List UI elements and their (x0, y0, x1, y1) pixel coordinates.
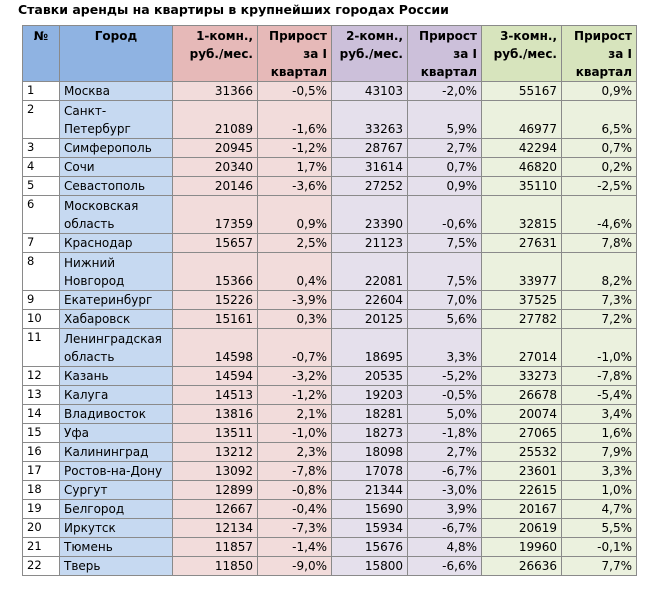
price-1room: 15226 (173, 291, 258, 310)
price-2room: 27252 (332, 177, 408, 196)
price-1room: 11857 (173, 538, 258, 557)
growth-3room: -7,8% (562, 367, 637, 386)
price-3room: 33977 (482, 253, 562, 291)
row-number: 9 (23, 291, 60, 310)
row-number: 18 (23, 481, 60, 500)
price-1room: 12134 (173, 519, 258, 538)
page-title: Ставки аренды на квартиры в крупнейших городах России (18, 2, 449, 17)
table-row (23, 367, 637, 386)
row-number: 8 (23, 253, 60, 291)
city-name: Ростов-на-Дону (60, 462, 173, 481)
price-3room: 27065 (482, 424, 562, 443)
growth-3room: 1,6% (562, 424, 637, 443)
city-name: Краснодар (60, 234, 173, 253)
header-3room-growth: Прирост за I квартал (562, 26, 637, 82)
rent-table (22, 25, 637, 576)
table-row (23, 253, 637, 291)
growth-1room: -7,3% (258, 519, 332, 538)
row-number: 12 (23, 367, 60, 386)
growth-2room: 3,3% (408, 329, 482, 367)
city-name: Московская область (60, 196, 173, 234)
table-row (23, 557, 637, 576)
table-row (23, 158, 637, 177)
growth-3room: 5,5% (562, 519, 637, 538)
growth-1room: -0,8% (258, 481, 332, 500)
price-3room: 35110 (482, 177, 562, 196)
growth-1room: 0,3% (258, 310, 332, 329)
price-2room: 28767 (332, 139, 408, 158)
growth-3room: 8,2% (562, 253, 637, 291)
city-name: Иркутск (60, 519, 173, 538)
row-number: 3 (23, 139, 60, 158)
growth-3room: 0,2% (562, 158, 637, 177)
growth-3room: 0,9% (562, 82, 637, 101)
header-num: № (23, 26, 60, 82)
price-3room: 20619 (482, 519, 562, 538)
price-2room: 15690 (332, 500, 408, 519)
city-name: Москва (60, 82, 173, 101)
table-row (23, 443, 637, 462)
price-3room: 27014 (482, 329, 562, 367)
growth-3room: 7,7% (562, 557, 637, 576)
price-3room: 26636 (482, 557, 562, 576)
table-row (23, 519, 637, 538)
price-2room: 31614 (332, 158, 408, 177)
price-1room: 14594 (173, 367, 258, 386)
price-1room: 15657 (173, 234, 258, 253)
price-1room: 20340 (173, 158, 258, 177)
price-3room: 46977 (482, 101, 562, 139)
growth-1room: -9,0% (258, 557, 332, 576)
growth-3room: 7,2% (562, 310, 637, 329)
growth-2room: 2,7% (408, 443, 482, 462)
city-name: Симферополь (60, 139, 173, 158)
city-name: Хабаровск (60, 310, 173, 329)
growth-2room: -3,0% (408, 481, 482, 500)
price-1room: 15161 (173, 310, 258, 329)
growth-3room: -0,1% (562, 538, 637, 557)
growth-2room: 0,7% (408, 158, 482, 177)
growth-1room: -1,2% (258, 386, 332, 405)
table-row (23, 234, 637, 253)
price-1room: 15366 (173, 253, 258, 291)
row-number: 13 (23, 386, 60, 405)
header-2room-price: 2-комн., руб./мес. (332, 26, 408, 82)
price-3room: 25532 (482, 443, 562, 462)
price-3room: 37525 (482, 291, 562, 310)
growth-1room: 1,7% (258, 158, 332, 177)
header-1room-price: 1-комн., руб./мес. (173, 26, 258, 82)
table-row (23, 481, 637, 500)
growth-1room: 2,5% (258, 234, 332, 253)
city-name: Нижний Новгород (60, 253, 173, 291)
growth-3room: -2,5% (562, 177, 637, 196)
price-1room: 12667 (173, 500, 258, 519)
price-2room: 21123 (332, 234, 408, 253)
growth-3room: 4,7% (562, 500, 637, 519)
price-1room: 20146 (173, 177, 258, 196)
city-name: Тверь (60, 557, 173, 576)
growth-1room: -0,7% (258, 329, 332, 367)
table-row (23, 462, 637, 481)
growth-2room: -5,2% (408, 367, 482, 386)
price-1room: 11850 (173, 557, 258, 576)
growth-1room: -0,5% (258, 82, 332, 101)
growth-3room: 1,0% (562, 481, 637, 500)
growth-1room: -3,9% (258, 291, 332, 310)
price-1room: 31366 (173, 82, 258, 101)
price-3room: 20167 (482, 500, 562, 519)
price-1room: 13816 (173, 405, 258, 424)
growth-3room: 7,8% (562, 234, 637, 253)
table-row (23, 291, 637, 310)
price-2room: 20535 (332, 367, 408, 386)
growth-3room: 7,3% (562, 291, 637, 310)
row-number: 10 (23, 310, 60, 329)
city-name: Сургут (60, 481, 173, 500)
growth-3room: 3,3% (562, 462, 637, 481)
price-3room: 22615 (482, 481, 562, 500)
price-3room: 55167 (482, 82, 562, 101)
growth-2room: -0,6% (408, 196, 482, 234)
price-2room: 23390 (332, 196, 408, 234)
header-3room-price: 3-комн., руб./мес. (482, 26, 562, 82)
price-2room: 18281 (332, 405, 408, 424)
price-1room: 14598 (173, 329, 258, 367)
header-row (23, 26, 637, 82)
table-row (23, 310, 637, 329)
growth-1room: 2,1% (258, 405, 332, 424)
price-1room: 14513 (173, 386, 258, 405)
price-2room: 43103 (332, 82, 408, 101)
price-3room: 33273 (482, 367, 562, 386)
row-number: 6 (23, 196, 60, 234)
table-row (23, 101, 637, 139)
growth-1room: -1,0% (258, 424, 332, 443)
price-1room: 13511 (173, 424, 258, 443)
city-name: Сочи (60, 158, 173, 177)
growth-1room: -3,6% (258, 177, 332, 196)
growth-3room: -5,4% (562, 386, 637, 405)
growth-2room: -0,5% (408, 386, 482, 405)
table-row (23, 405, 637, 424)
growth-2room: 5,0% (408, 405, 482, 424)
price-3room: 27631 (482, 234, 562, 253)
row-number: 14 (23, 405, 60, 424)
price-1room: 13092 (173, 462, 258, 481)
row-number: 7 (23, 234, 60, 253)
header-city: Город (60, 26, 173, 82)
price-2room: 22604 (332, 291, 408, 310)
row-number: 2 (23, 101, 60, 139)
price-2room: 15934 (332, 519, 408, 538)
growth-2room: 4,8% (408, 538, 482, 557)
price-2room: 33263 (332, 101, 408, 139)
price-3room: 42294 (482, 139, 562, 158)
table-body (23, 82, 637, 576)
row-number: 21 (23, 538, 60, 557)
price-2room: 18098 (332, 443, 408, 462)
growth-1room: -1,4% (258, 538, 332, 557)
row-number: 1 (23, 82, 60, 101)
row-number: 11 (23, 329, 60, 367)
growth-3room: -1,0% (562, 329, 637, 367)
growth-2room: 7,5% (408, 234, 482, 253)
header-2room-growth: Прирост за I квартал (408, 26, 482, 82)
price-3room: 26678 (482, 386, 562, 405)
growth-2room: -6,7% (408, 519, 482, 538)
price-3room: 27782 (482, 310, 562, 329)
growth-1room: -1,6% (258, 101, 332, 139)
growth-1room: 2,3% (258, 443, 332, 462)
growth-2room: 5,9% (408, 101, 482, 139)
price-3room: 23601 (482, 462, 562, 481)
table-row (23, 82, 637, 101)
growth-2room: -6,6% (408, 557, 482, 576)
table-row (23, 386, 637, 405)
table-row (23, 424, 637, 443)
price-2room: 18695 (332, 329, 408, 367)
row-number: 17 (23, 462, 60, 481)
price-2room: 21344 (332, 481, 408, 500)
price-2room: 17078 (332, 462, 408, 481)
growth-2room: -6,7% (408, 462, 482, 481)
growth-2room: 0,9% (408, 177, 482, 196)
city-name: Севастополь (60, 177, 173, 196)
growth-3room: 6,5% (562, 101, 637, 139)
price-2room: 15676 (332, 538, 408, 557)
table-row (23, 139, 637, 158)
growth-3room: 7,9% (562, 443, 637, 462)
growth-1room: -1,2% (258, 139, 332, 158)
row-number: 16 (23, 443, 60, 462)
growth-2room: 7,0% (408, 291, 482, 310)
growth-3room: -4,6% (562, 196, 637, 234)
growth-3room: 0,7% (562, 139, 637, 158)
price-1room: 20945 (173, 139, 258, 158)
growth-1room: -7,8% (258, 462, 332, 481)
city-name: Ленинградская область (60, 329, 173, 367)
price-1room: 12899 (173, 481, 258, 500)
price-2room: 18273 (332, 424, 408, 443)
price-3room: 20074 (482, 405, 562, 424)
city-name: Екатеринбург (60, 291, 173, 310)
growth-1room: 0,4% (258, 253, 332, 291)
row-number: 19 (23, 500, 60, 519)
growth-2room: 7,5% (408, 253, 482, 291)
growth-3room: 3,4% (562, 405, 637, 424)
price-3room: 46820 (482, 158, 562, 177)
table-row (23, 500, 637, 519)
price-3room: 19960 (482, 538, 562, 557)
city-name: Казань (60, 367, 173, 386)
row-number: 20 (23, 519, 60, 538)
growth-1room: -0,4% (258, 500, 332, 519)
row-number: 15 (23, 424, 60, 443)
table-row (23, 196, 637, 234)
city-name: Тюмень (60, 538, 173, 557)
price-2room: 22081 (332, 253, 408, 291)
city-name: Владивосток (60, 405, 173, 424)
growth-2room: 3,9% (408, 500, 482, 519)
table-row (23, 538, 637, 557)
price-2room: 20125 (332, 310, 408, 329)
price-1room: 21089 (173, 101, 258, 139)
table-row (23, 329, 637, 367)
row-number: 5 (23, 177, 60, 196)
growth-2room: -1,8% (408, 424, 482, 443)
city-name: Калининград (60, 443, 173, 462)
growth-2room: -2,0% (408, 82, 482, 101)
growth-1room: 0,9% (258, 196, 332, 234)
city-name: Уфа (60, 424, 173, 443)
growth-2room: 2,7% (408, 139, 482, 158)
price-3room: 32815 (482, 196, 562, 234)
price-1room: 17359 (173, 196, 258, 234)
growth-2room: 5,6% (408, 310, 482, 329)
header-1room-growth: Прирост за I квартал (258, 26, 332, 82)
table-row (23, 177, 637, 196)
city-name: Белгород (60, 500, 173, 519)
growth-1room: -3,2% (258, 367, 332, 386)
row-number: 4 (23, 158, 60, 177)
row-number: 22 (23, 557, 60, 576)
price-1room: 13212 (173, 443, 258, 462)
price-2room: 19203 (332, 386, 408, 405)
city-name: Санкт-Петербург (60, 101, 173, 139)
price-2room: 15800 (332, 557, 408, 576)
city-name: Калуга (60, 386, 173, 405)
